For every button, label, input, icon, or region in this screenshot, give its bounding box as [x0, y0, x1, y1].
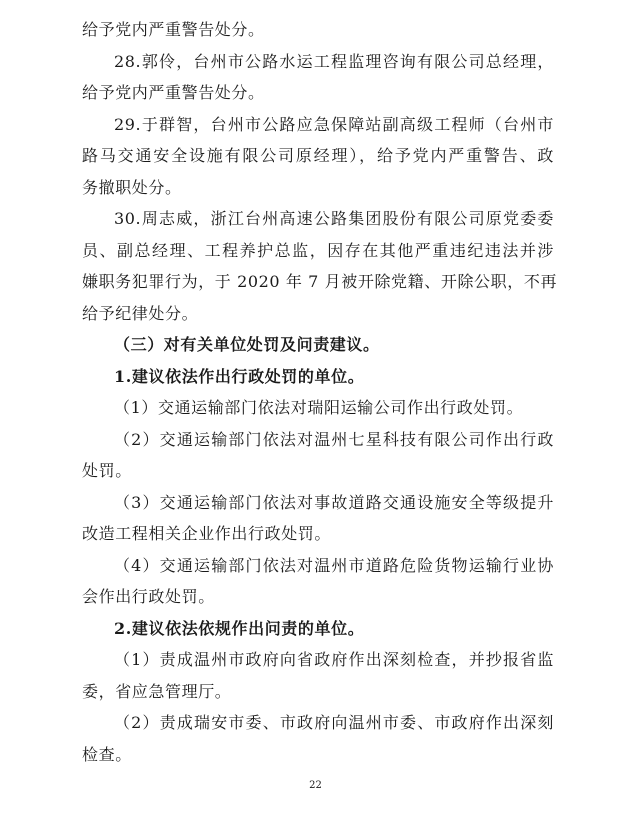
page-number: 22	[309, 780, 322, 791]
paragraph-line: （1）交通运输部门依法对瑞阳运输公司作出行政处罚。	[114, 398, 524, 417]
paragraph-line: 员、副总经理、工程养护总监，因存在其他严重违纪违法并涉	[82, 240, 554, 260]
paragraph-line: 改造工程相关企业作出行政处罚。	[82, 524, 332, 543]
paragraph-line: 给予党内严重警告处分。	[82, 20, 265, 39]
paragraph-line: 嫌职务犯罪行为，于 2020 年 7 月被开除党籍、开除公职，不再	[82, 272, 558, 291]
paragraph-line: 路马交通安全设施有限公司原经理），给予党内严重警告、政	[82, 146, 554, 165]
body-text	[82, 14, 558, 770]
paragraph-line: 30.周志威，浙江台州高速公路集团股份有限公司原党委委	[114, 209, 554, 228]
paragraph-line: 给予党内严重警告处分。	[82, 83, 265, 102]
paragraph-line: （1）责成温州市政府向省政府作出深刻检查，并抄报省监	[114, 650, 554, 669]
subsection-heading: 2.建议依法依规作出问责的单位。	[114, 618, 365, 638]
paragraph-line: 检查。	[82, 744, 132, 764]
subsection-heading: 1.建议依法作出行政处罚的单位。	[114, 366, 365, 386]
section-heading: （三）对有关单位处罚及问责建议。	[114, 335, 380, 354]
paragraph-line: 会作出行政处罚。	[82, 587, 215, 606]
paragraph-line: （2）交通运输部门依法对温州七星科技有限公司作出行政	[114, 429, 554, 449]
paragraph-line: （4）交通运输部门依法对温州市道路危险货物运输行业协	[114, 555, 554, 575]
paragraph-line: （2）责成瑞安市委、市政府向温州市委、市政府作出深刻	[114, 713, 554, 732]
paragraph-line: 28.郭伶，台州市公路水运工程监理咨询有限公司总经理，	[114, 51, 554, 71]
paragraph-line: 务撤职处分。	[82, 177, 182, 197]
paragraph-line: （3）交通运输部门依法对事故道路交通设施安全等级提升	[114, 492, 554, 512]
paragraph-line: 处罚。	[82, 461, 132, 480]
paragraph-line: 委，省应急管理厅。	[82, 681, 232, 701]
paragraph-line: 给予纪律处分。	[82, 303, 199, 323]
paragraph-line: 29.于群智，台州市公路应急保障站副高级工程师（台州市	[114, 114, 554, 134]
